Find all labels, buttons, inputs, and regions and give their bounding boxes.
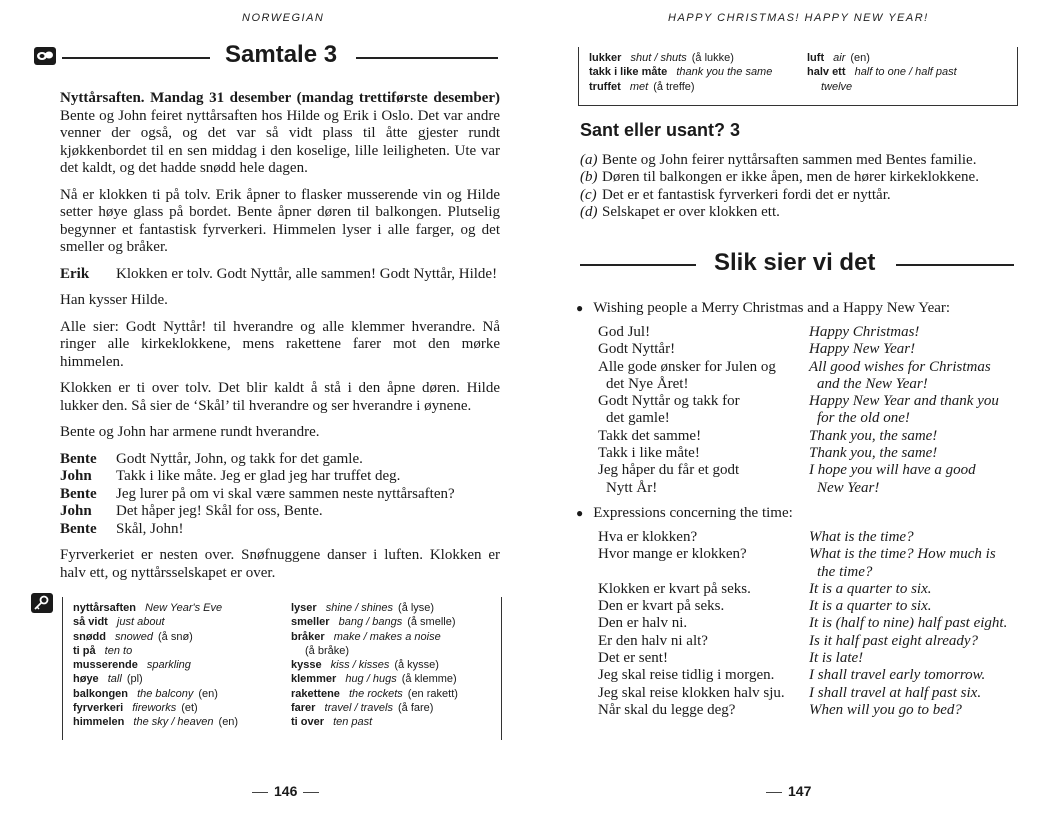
true-false-item [580,152,1020,169]
vocab-note: (å smelle) [407,616,456,629]
dialogue-text [60,90,500,582]
vocab-meaning: tall [104,673,122,686]
speaker: Bente [60,450,97,467]
item-text: Bente og John feirer nyttårsaften sammen med Bentes familie. [602,152,977,168]
vocab-meaning: shine / shines [322,602,394,614]
vocab-meaning: the balcony [134,687,194,700]
section-title-slik: Slik sier vi det [714,249,876,276]
vocab-word: rakettene [291,687,340,700]
vocab-meaning: shut / shuts [627,52,687,64]
vocab-word: balkongen [73,687,129,700]
vocab-note: (å treffe) [653,80,695,93]
vocab-entry [73,715,283,729]
dialogue-line [60,486,500,504]
vocab-note: (å lukke) [691,52,734,64]
norwegian-phrase: Den er halv ni. [598,615,688,632]
norwegian-phrase: Takk det samme! [598,427,702,444]
norwegian-phrase: Det er sent! [598,650,668,667]
dialogue-line [60,468,500,486]
vocab-word: farer [291,702,316,715]
vocab-box-right [578,47,1018,106]
title-rule-right [896,264,1014,266]
vocab-note: (å bråke) [305,644,350,657]
vocab-entry [73,601,283,615]
vocab-note: (en) [218,716,239,729]
vocab-column-1 [73,601,283,730]
english-phrase: Thank you, the same! [809,445,938,462]
vocab-meaning: snowed [112,630,153,643]
speaker: John [60,468,92,484]
vocab-box-left [62,597,502,740]
section-title-samtale: Samtale 3 [225,41,338,68]
vocab-meaning: New Year's Eve [141,602,223,614]
vocab-word: snødd [73,630,106,643]
speaker: Bente [60,520,97,537]
dialogue-line [60,521,500,539]
english-phrase: What is the time? How much is the time? [809,546,996,580]
phrase-pair [598,650,1018,667]
english-phrase: I shall travel early tomorrow. [809,667,986,684]
vocab-meaning: ten to [101,644,133,657]
item-label: (b) [580,169,598,186]
item-text: Det er et fantastisk fyrverkeri fordi det er nyttår. [602,186,891,203]
paragraph-3: Han kysser Hilde. [60,292,168,308]
vocab-entry [291,658,501,672]
phrase-pair [598,581,1018,598]
english-phrase: It is (half to nine) half past eight. [809,615,1008,632]
item-label: (a) [580,152,598,168]
phrase-pair [598,393,1018,428]
vocab-entry [291,715,501,729]
vocab-entry [807,80,1012,94]
norwegian-phrase: Jeg håper du får et godt Nytt År! [598,462,740,496]
paragraph-6: Bente og John har armene rundt hverandre. [60,424,320,440]
vocab-word: fyrverkeri [73,702,124,715]
vocab-note: (en) [850,52,870,64]
vocab-word: halv ett [807,66,846,79]
vocab-entry [73,701,283,715]
paragraph-4: Alle sier: Godt Nyttår! til hverandre og alle klemmer hverandre. Nå ringer alle kirkeklokkene, mens rakettene farer mot den mørke himmelen. [60,318,500,370]
speaker: John [60,503,92,519]
vocab-entry [73,658,283,672]
english-phrase: It is a quarter to six. [809,598,932,615]
english-phrase: I hope you will have a good New Year! [809,462,976,496]
phrase-pair [598,598,1018,615]
norwegian-phrase: God Jul! [598,324,651,340]
norwegian-phrase: Klokken er kvart på seks. [598,580,751,597]
vocab-word: nyttårsaften [73,602,136,614]
vocab-meaning: the rockets [345,687,403,700]
line: Skål, John! [116,520,184,537]
vocab-meaning: bang / bangs [335,616,403,629]
phrase-pair [598,462,1018,497]
vocab-entry [291,672,501,686]
vocab-entry [291,687,501,701]
vocab-note: (å kysse) [394,659,439,672]
vocab-meaning: hug / hugs [342,673,397,686]
item-label: (c) [580,186,597,203]
bullet-text: Wishing people a Merry Christmas and a Happy New Year: [593,300,951,316]
vocab-word: musserende [73,659,138,672]
item-text: Døren til balkongen er ikke åpen, men de hører kirkeklokkene. [602,169,979,186]
norwegian-phrase: Er den halv ni alt? [598,632,708,649]
vocab-column-1 [589,51,809,94]
vocab-word: ti på [73,644,96,657]
phrase-pair [598,667,1018,684]
vocab-entry [291,630,501,644]
vocab-meaning: fireworks [129,702,177,715]
true-false-item [580,204,1020,221]
phrase-pair [598,359,1018,394]
vocab-word: kysse [291,659,322,672]
vocab-entry [291,601,501,615]
intro-bold: Nyttårsaften. Mandag 31 desember (mandag trettiførste desember) [60,90,500,106]
bullet-icon: ● [576,301,584,315]
english-phrase: Thank you, the same! [809,427,938,444]
page-number-left [246,783,325,799]
vocab-word: lyser [291,602,317,614]
speech-bubbles-icon [34,47,56,65]
phrase-pair [598,633,1018,650]
bullet-text: Expressions concerning the time: [593,505,793,521]
page-number: 146 [274,783,298,799]
vocab-meaning: kiss / kisses [327,659,390,672]
line: Takk i like måte. Jeg er glad jeg har truffet deg. [116,468,401,484]
paragraph-5: Klokken er ti over tolv. Det blir kaldt å stå i den åpne døren. Hilde lukker den. Så sier de ‘Skål’ til hverandre og ser hverandre i øynene. [60,380,500,414]
line: Godt Nyttår, John, og takk for det gamle. [116,450,363,467]
speaker-erik: Erik [60,265,90,282]
item-text: Selskapet er over klokken ett. [602,203,780,220]
norwegian-phrase: Den er kvart på seks. [598,598,725,615]
item-label: (d) [580,203,598,220]
phrase-pairs-1 [598,324,1018,497]
vocab-entry [589,80,809,94]
english-phrase: It is late! [809,650,864,667]
english-phrase: When will you go to bed? [809,701,962,718]
vocab-meaning: thank you the same [673,66,773,79]
running-head-right: HAPPY CHRISTMAS! HAPPY NEW YEAR! [668,12,929,24]
dialogue-line [60,451,500,469]
phrase-pair [598,546,1018,581]
vocab-word: takk i like måte [589,66,668,79]
vocab-note: (en) [198,687,218,700]
true-false-list [580,152,1020,221]
vocab-word: lukker [589,52,622,64]
vocab-entry [73,687,283,701]
running-head-left: NORWEGIAN [242,12,325,24]
english-phrase: It is a quarter to six. [809,580,932,597]
paragraph-7: Fyrverkeriet er nesten over. Snøfnuggene danser i luften. Klokken er halv ett, og nyttårsselskapet er over. [60,547,500,581]
vocab-entry [589,65,809,79]
vocab-list [291,601,501,730]
english-phrase: Happy Christmas! [809,324,920,340]
vocab-meaning: half to one / half past [851,66,957,79]
vocab-word: smeller [291,616,330,629]
true-false-title: Sant eller usant? 3 [580,120,741,140]
norwegian-phrase: Takk i like måte! [598,445,700,462]
norwegian-phrase: Når skal du legge deg? [598,701,736,718]
phrase-pair [598,341,1018,358]
bullet-heading-2 [576,505,793,522]
english-phrase: Is it half past eight already? [809,632,979,649]
vocab-note: (pl) [126,673,143,686]
vocab-meaning: just about [113,616,165,629]
english-phrase: Happy New Year and thank you for the old one! [809,393,999,427]
true-false-item [580,187,1020,204]
bullet-icon: ● [576,506,584,520]
vocab-entry [807,51,1012,65]
title-rule-left [580,264,696,266]
vocab-word: himmelen [73,716,125,729]
english-phrase: Happy New Year! [809,341,916,358]
vocab-entry [291,615,501,629]
vocab-entry [589,51,809,65]
vocab-word: ti over [291,716,325,729]
phrase-pair [598,428,1018,445]
vocab-note: (å klemme) [401,673,457,686]
norwegian-phrase: Godt Nyttår og takk for det gamle! [598,393,740,427]
vocab-note: (å fare) [398,702,434,715]
english-phrase: I shall travel at half past six. [809,684,982,701]
phrase-pairs-2 [598,529,1018,719]
vocab-entry [807,65,1012,79]
vocab-column-2 [807,51,1012,94]
vocab-meaning: travel / travels [321,702,393,715]
vocab-note: (å snø) [157,630,193,643]
norwegian-phrase: Hva er klokken? [598,529,698,545]
english-phrase: All good wishes for Christmas and the New Year! [809,358,991,392]
vocab-column-2 [291,601,501,730]
vocab-word: truffet [589,80,621,93]
phrase-pair [598,702,1018,719]
phrase-pair [598,324,1018,341]
vocab-word: bråker [291,630,325,643]
phrase-pair [598,615,1018,632]
vocab-entry [291,644,501,658]
vocab-list [589,51,809,94]
line: Jeg lurer på om vi skal være sammen neste nyttårsaften? [116,485,455,502]
vocab-list [807,51,1012,94]
speaker: Bente [60,485,97,502]
norwegian-phrase: Godt Nyttår! [598,341,676,358]
vocab-word: luft [807,52,825,64]
vocab-meaning: air [830,52,846,64]
vocab-note: (en rakett) [407,687,458,700]
line: Det håper jeg! Skål for oss, Bente. [116,503,323,519]
vocab-word: høye [73,673,99,686]
vocab-meaning: ten past [330,716,373,729]
title-rule-left [62,57,210,59]
vocab-list [73,601,283,730]
dialogue-block [60,451,500,539]
intro-rest: Bente og John feiret nyttårsaften hos Hilde og Erik i Oslo. Det var andre venner der også, og det var så vidt plass til åtte gjester rundt kjøkkenbordet til en sen middag i den koselige, lille leiligheten. Ute var det kaldt, og det hadde snødd hele dagen. [60,107,500,176]
vocab-entry [73,672,283,686]
english-phrase: What is the time? [809,529,914,545]
vocab-meaning: twelve [821,80,853,93]
norwegian-phrase: Jeg skal reise klokken halv sju. [598,684,785,701]
norwegian-phrase: Jeg skal reise tidlig i morgen. [598,667,775,684]
phrase-pair [598,685,1018,702]
vocab-meaning: make / makes a noise [330,630,441,643]
vocab-entry [73,630,283,644]
key-icon [31,593,53,613]
norwegian-phrase: Hvor mange er klokken? [598,546,747,563]
page-number-right [760,783,811,799]
bullet-heading-1 [576,300,950,317]
vocab-note: (et) [181,702,198,715]
phrase-pair [598,529,1018,546]
norwegian-phrase: Alle gode ønsker for Julen og det Nye Året! [598,358,776,392]
vocab-note: (å lyse) [398,602,435,614]
vocab-entry [73,615,283,629]
dialogue-line [60,503,500,521]
line-erik: Klokken er tolv. Godt Nyttår, alle sammen! Godt Nyttår, Hilde! [116,265,498,282]
dialogue-line-erik [60,266,500,284]
vocab-entry [73,644,283,658]
vocab-meaning: the sky / heaven [130,716,214,729]
intro-paragraph [60,90,500,178]
vocab-entry [291,701,501,715]
title-rule-right [356,57,498,59]
vocab-word: så vidt [73,616,108,629]
vocab-meaning: met [626,80,649,93]
true-false-item [580,169,1020,186]
page-number: 147 [788,783,812,799]
phrase-pair [598,445,1018,462]
vocab-word: klemmer [291,673,337,686]
paragraph-2: Nå er klokken ti på tolv. Erik åpner to flasker musserende vin og Hilde setter høye glass på bordet. Bente åpner døren til balkongen. Plutselig begynner et fantastisk fyrverkeri. Himmelen lyser i alle farger, og det smeller og bråker. [60,186,500,255]
vocab-meaning: sparkling [143,659,191,672]
